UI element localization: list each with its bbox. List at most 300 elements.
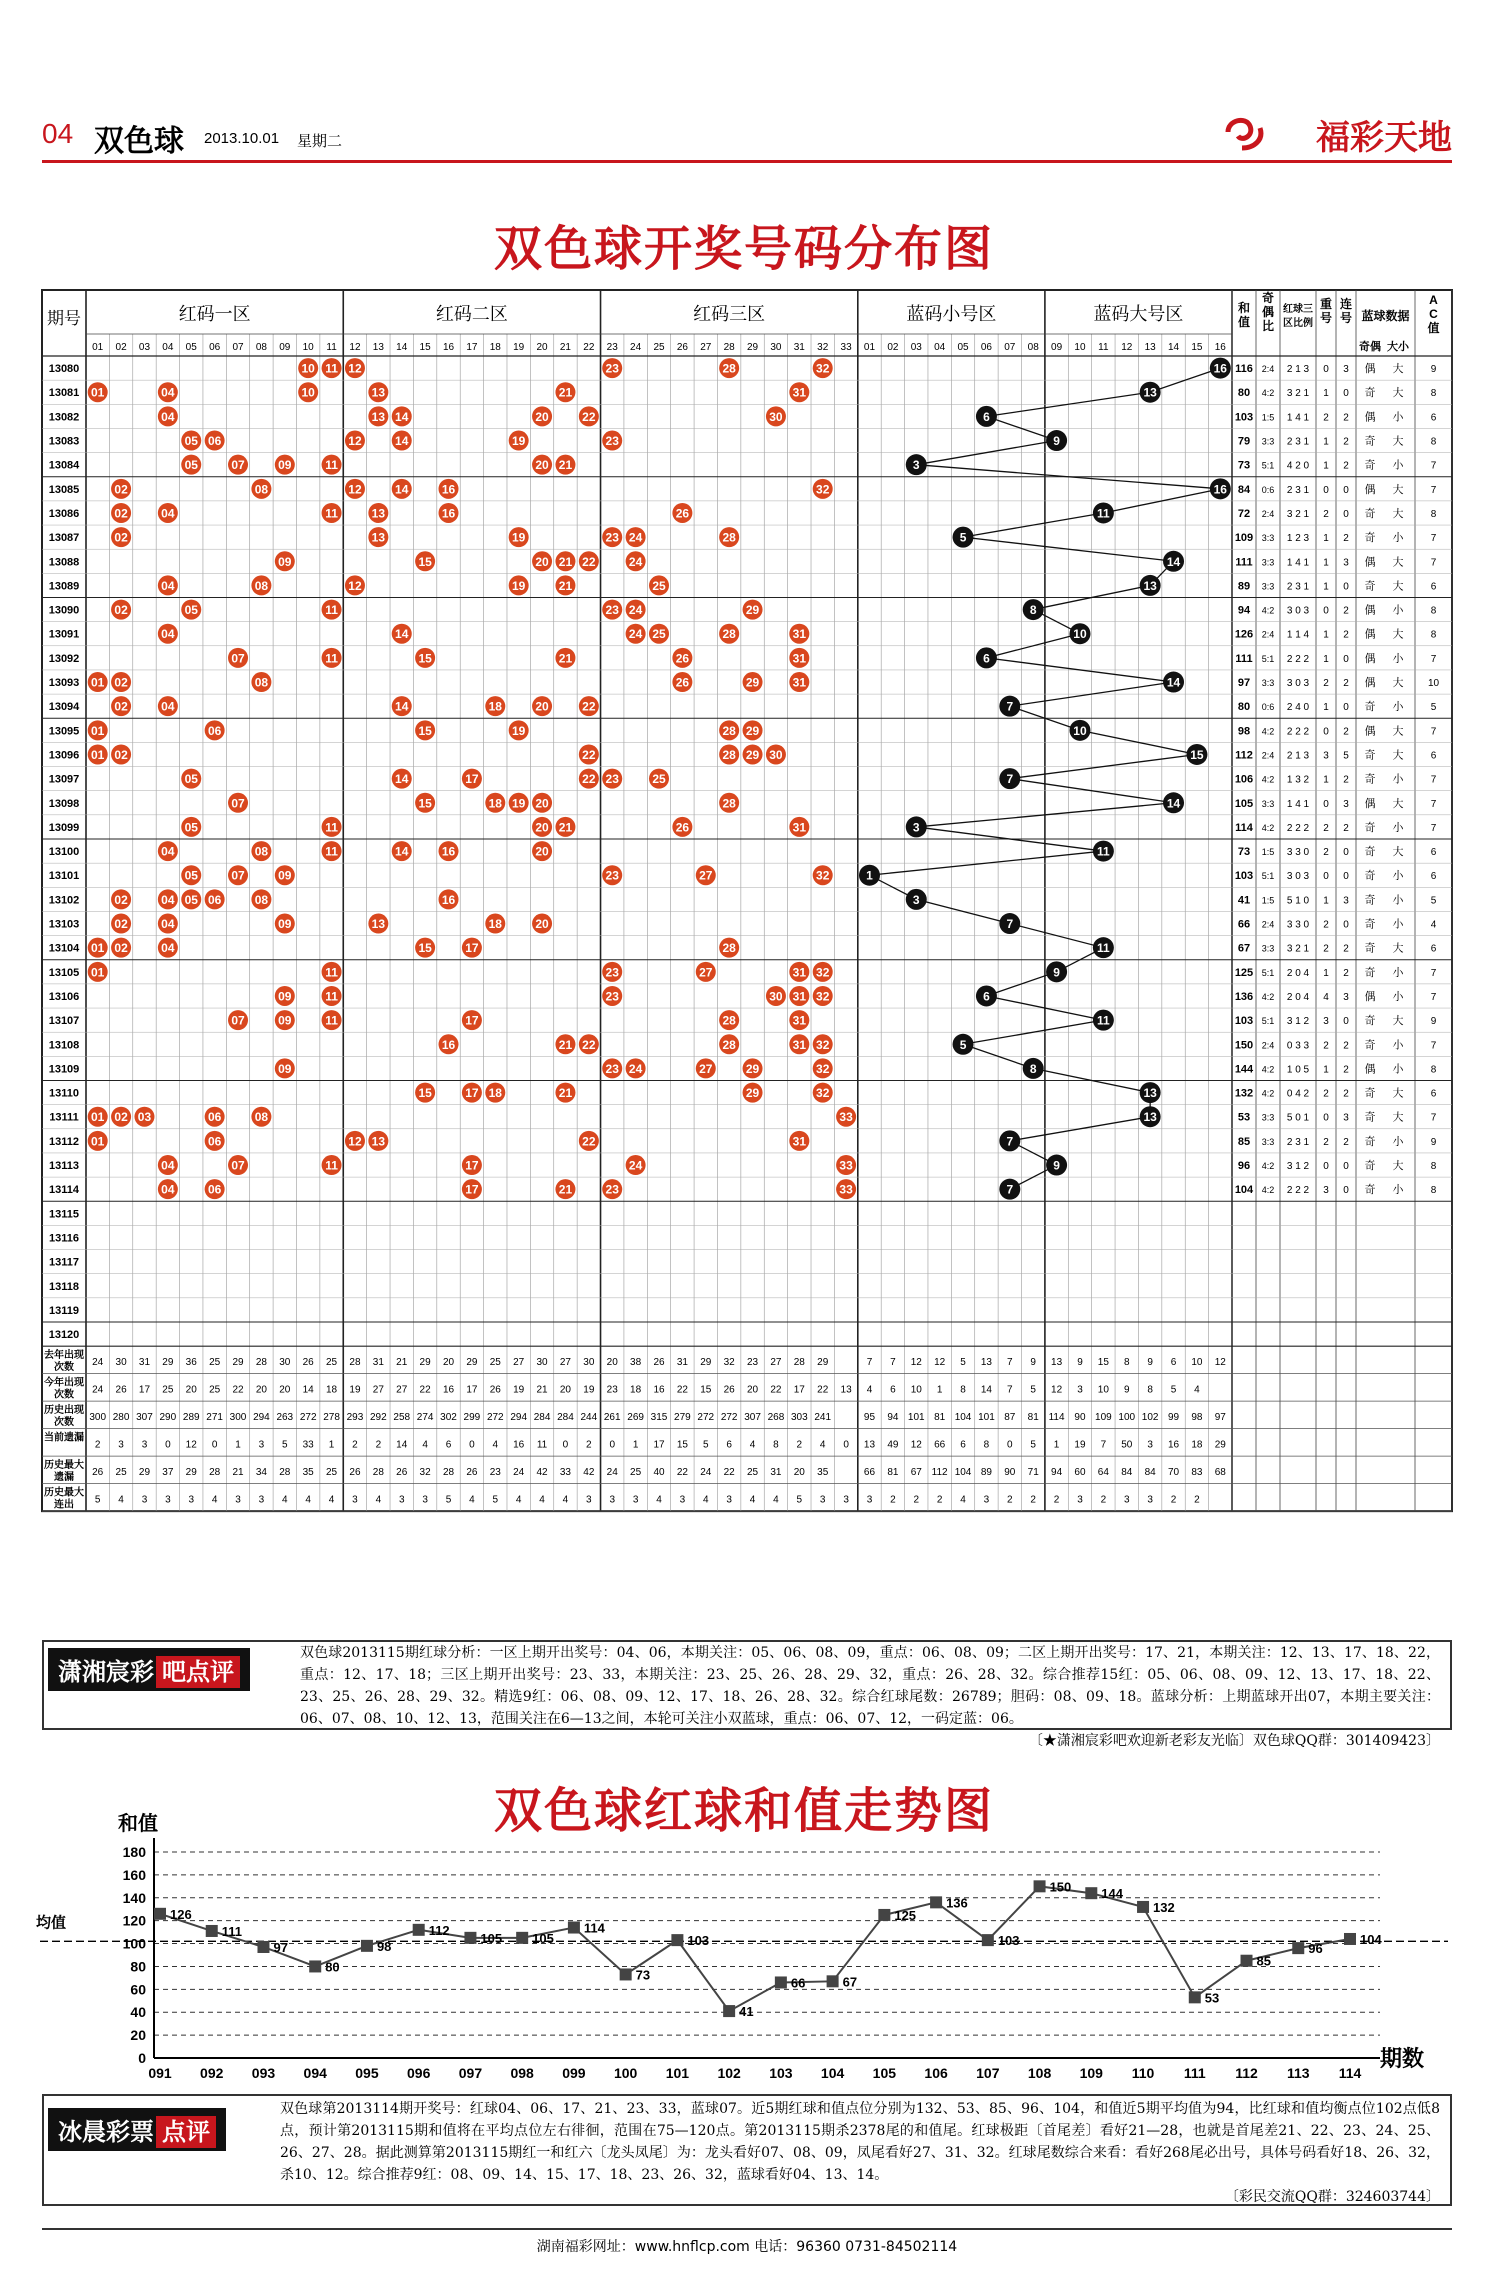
stat-blue-value: 2 xyxy=(890,1494,896,1506)
zone-ratio: 2 0 4 xyxy=(1286,967,1310,979)
zone-ratio: 3 3 0 xyxy=(1286,847,1310,859)
period-label: 13098 xyxy=(48,797,80,810)
stat-label: 历史最大 xyxy=(44,1487,84,1499)
stat-red-value: 3 xyxy=(586,1494,592,1506)
chart-point xyxy=(930,1896,942,1908)
red-ball-number: 04 xyxy=(161,892,175,907)
stat-red-value: 30 xyxy=(583,1357,595,1369)
blue-big-small: 大 xyxy=(1392,1087,1404,1100)
stat-red-value: 274 xyxy=(416,1412,434,1424)
odd-even-ratio: 3:3 xyxy=(1261,581,1275,592)
zone-ratio: 2 2 2 xyxy=(1286,726,1310,738)
sum-value: 80 xyxy=(1237,387,1251,400)
chart-point xyxy=(1241,1955,1253,1967)
zone-ratio: 2 3 1 xyxy=(1286,581,1310,593)
stat-red-value: 12 xyxy=(185,1439,197,1451)
stat-label: 连出 xyxy=(54,1499,74,1511)
stat-red-value: 4 xyxy=(375,1494,382,1506)
period-label: 13116 xyxy=(49,1232,79,1245)
sum-value: 89 xyxy=(1237,580,1251,593)
blue-number-header: 08 xyxy=(1027,342,1039,353)
consecutive-count: 3 xyxy=(1343,991,1349,1003)
blue-big-small: 大 xyxy=(1392,725,1404,738)
stat-red-value: 17 xyxy=(466,1384,478,1396)
stat-blue-value: 64 xyxy=(1097,1467,1109,1479)
blue-odd-even: 偶 xyxy=(1364,677,1376,690)
stat-red-value: 28 xyxy=(349,1357,361,1369)
red-ball-number: 13 xyxy=(371,385,386,400)
red-ball-number: 15 xyxy=(418,941,432,956)
red-ball-number: 03 xyxy=(137,1110,152,1125)
ac-value: 9 xyxy=(1430,364,1437,376)
period-label: 13092 xyxy=(48,652,80,665)
period-label: 13087 xyxy=(48,532,80,545)
repeat-count: 0 xyxy=(1323,364,1329,376)
stat-blue-value: 81 xyxy=(887,1467,899,1479)
odd-even-ratio: 0:6 xyxy=(1261,702,1275,713)
repeat-count: 1 xyxy=(1323,895,1329,907)
stat-red-value: 30 xyxy=(536,1357,548,1369)
chart-point xyxy=(568,1922,580,1934)
period-label: 13113 xyxy=(49,1160,79,1173)
consecutive-count: 2 xyxy=(1343,605,1349,617)
stat-red-value: 29 xyxy=(232,1357,244,1369)
period-label: 13117 xyxy=(49,1256,79,1269)
stat-red-value: 5 xyxy=(492,1494,499,1506)
consecutive-count: 3 xyxy=(1343,557,1349,569)
red-ball-number: 29 xyxy=(745,1086,760,1101)
red-ball-number: 19 xyxy=(511,530,526,545)
red-number-header: 21 xyxy=(559,342,572,353)
chart-x-label: 期数 xyxy=(1380,2046,1425,2071)
stat-blue-value: 97 xyxy=(1214,1412,1226,1424)
stat-red-value: 27 xyxy=(770,1357,782,1369)
odd-even-ratio: 4:2 xyxy=(1261,774,1275,785)
red-ball-number: 01 xyxy=(91,941,105,956)
period-label: 13115 xyxy=(49,1208,79,1221)
red-ball-number: 22 xyxy=(582,1134,596,1149)
blue-big-small: 小 xyxy=(1392,821,1404,834)
red-ball-number: 15 xyxy=(418,723,432,738)
stat-red-value: 25 xyxy=(326,1357,338,1369)
stat-red-value: 26 xyxy=(723,1384,735,1396)
odd-even-ratio: 3:3 xyxy=(1261,943,1275,954)
red-ball-number: 33 xyxy=(839,1158,853,1173)
blue-odd-even: 奇 xyxy=(1364,846,1376,859)
stat-red-value: 293 xyxy=(346,1412,364,1424)
blue-number-header: 14 xyxy=(1167,342,1180,353)
stat-blue-value: 13 xyxy=(980,1357,992,1369)
sum-value: 98 xyxy=(1237,725,1251,738)
period-label: 13105 xyxy=(48,966,80,979)
blue-odd-even: 奇 xyxy=(1364,821,1376,834)
stat-red-value: 3 xyxy=(141,1494,148,1506)
stat-red-value: 6 xyxy=(726,1439,732,1451)
consecutive-count: 0 xyxy=(1343,1016,1349,1028)
stat-red-value: 35 xyxy=(302,1467,314,1479)
repeat-count: 3 xyxy=(1323,1185,1329,1197)
chart-x-tick: 104 xyxy=(820,2065,845,2081)
odd-even-ratio: 2:4 xyxy=(1261,919,1275,930)
red-ball-number: 33 xyxy=(839,1182,853,1197)
stat-red-value: 25 xyxy=(115,1467,127,1479)
consecutive-count: 2 xyxy=(1343,822,1349,834)
red-number-header: 24 xyxy=(630,342,642,353)
red-ball-number: 22 xyxy=(582,1037,596,1052)
stat-red-value: 3 xyxy=(165,1494,171,1506)
stat-red-value: 25 xyxy=(209,1357,221,1369)
consecutive-count: 2 xyxy=(1343,774,1349,786)
stat-red-value: 27 xyxy=(513,1357,525,1369)
red-ball-number: 32 xyxy=(816,1037,830,1052)
blue-ball-number: 11 xyxy=(1097,844,1110,859)
chart-data-label: 85 xyxy=(1256,1953,1271,1969)
consecutive-count: 0 xyxy=(1343,871,1349,883)
stat-red-value: 4 xyxy=(515,1494,522,1506)
stat-red-value: 302 xyxy=(440,1412,457,1424)
ac-value: 8 xyxy=(1430,1064,1437,1076)
blue-odd-even: 偶 xyxy=(1364,556,1376,569)
stat-blue-value: 13 xyxy=(863,1439,876,1451)
stat-blue-value: 8 xyxy=(960,1384,966,1396)
red-ball-number: 20 xyxy=(535,554,549,569)
odd-even-ratio: 1:5 xyxy=(1261,847,1275,858)
consecutive-count: 0 xyxy=(1343,1185,1349,1197)
blue-odd-even: 偶 xyxy=(1364,797,1376,810)
header-zone-ratio: 区比例 xyxy=(1283,318,1313,329)
period-label: 13093 xyxy=(48,677,80,690)
red-ball-number: 09 xyxy=(278,458,292,473)
comment-sign-1: 〔★潇湘宸彩吧欢迎新老彩友光临〕双色球QQ群：301409423〕 xyxy=(1028,1733,1440,1749)
header-zone-ratio: 红球三 xyxy=(1283,304,1313,315)
blue-odd-even: 奇 xyxy=(1364,580,1376,593)
stat-blue-value: 4 xyxy=(866,1384,873,1396)
red-ball-number: 14 xyxy=(395,699,409,714)
blue-ball-number: 13 xyxy=(1143,1086,1157,1101)
red-ball-number: 19 xyxy=(511,723,526,738)
blue-ball-number: 5 xyxy=(959,530,967,545)
red-number-header: 11 xyxy=(326,342,337,353)
repeat-count: 1 xyxy=(1323,557,1329,569)
red-ball-number: 13 xyxy=(371,917,386,932)
header-blue-size: 大小 xyxy=(1387,341,1409,353)
chart-point xyxy=(982,1934,994,1946)
odd-even-ratio: 3:3 xyxy=(1261,798,1275,809)
odd-even-ratio: 2:4 xyxy=(1261,750,1275,761)
odd-even-ratio: 3:3 xyxy=(1261,1112,1275,1123)
red-ball-number: 25 xyxy=(652,772,666,787)
odd-even-ratio: 0:6 xyxy=(1261,484,1275,495)
blue-big-small: 小 xyxy=(1392,1135,1404,1148)
red-ball-number: 02 xyxy=(114,482,128,497)
red-ball-number: 28 xyxy=(722,941,736,956)
blue-number-header: 03 xyxy=(910,342,922,353)
red-ball-number: 12 xyxy=(348,361,362,376)
blue-big-small: 小 xyxy=(1392,1184,1404,1197)
red-ball-number: 21 xyxy=(558,554,573,569)
sum-value: 41 xyxy=(1237,894,1251,907)
sum-value: 114 xyxy=(1235,821,1253,834)
red-ball-number: 23 xyxy=(605,361,619,376)
consecutive-count: 2 xyxy=(1343,943,1349,955)
red-ball-number: 05 xyxy=(184,820,198,835)
period-label: 13102 xyxy=(48,894,80,907)
stat-red-value: 26 xyxy=(115,1384,127,1396)
red-ball-number: 11 xyxy=(325,965,338,980)
stat-red-value: 35 xyxy=(817,1467,829,1479)
blue-ball-number: 6 xyxy=(983,651,990,666)
consecutive-count: 0 xyxy=(1343,1161,1349,1173)
red-ball-number: 23 xyxy=(605,530,619,545)
red-number-header: 12 xyxy=(349,342,361,353)
stat-red-value: 0 xyxy=(211,1439,218,1451)
chart-x-tick: 096 xyxy=(407,2065,431,2081)
repeat-count: 2 xyxy=(1323,412,1329,424)
odd-even-ratio: 2:4 xyxy=(1261,1040,1275,1051)
red-ball-number: 31 xyxy=(792,1013,807,1028)
blue-big-small: 小 xyxy=(1392,1063,1404,1076)
ac-value: 7 xyxy=(1430,798,1437,810)
stat-red-value: 3 xyxy=(632,1494,639,1506)
chart-x-tick: 108 xyxy=(1027,2065,1052,2081)
red-number-header: 09 xyxy=(279,342,291,353)
red-number-header: 06 xyxy=(209,342,221,353)
stat-red-value: 307 xyxy=(136,1412,153,1424)
stat-red-value: 25 xyxy=(630,1467,642,1479)
blue-ball-number: 7 xyxy=(1006,699,1014,714)
red-ball-number: 17 xyxy=(465,1086,479,1101)
stat-red-value: 31 xyxy=(138,1357,151,1369)
red-ball-number: 04 xyxy=(161,1182,175,1197)
repeat-count: 0 xyxy=(1323,726,1329,738)
stat-red-value: 5 xyxy=(94,1494,101,1506)
red-ball-number: 18 xyxy=(488,1086,502,1101)
red-ball-number: 11 xyxy=(325,1158,338,1173)
stat-blue-value: 9 xyxy=(1123,1384,1130,1396)
stat-blue-value: 15 xyxy=(1097,1357,1109,1369)
chart-data-label: 97 xyxy=(273,1939,288,1955)
consecutive-count: 0 xyxy=(1343,702,1349,714)
red-ball-number: 07 xyxy=(231,1013,245,1028)
comment-tag-1: 潇湘宸彩 吧点评 xyxy=(48,1648,250,1691)
chart-x-tick: 099 xyxy=(562,2065,586,2081)
stat-label: 次数 xyxy=(54,1417,74,1429)
stat-red-value: 4 xyxy=(282,1494,288,1506)
blue-ball-number: 6 xyxy=(983,989,990,1004)
repeat-count: 1 xyxy=(1323,702,1329,714)
stat-red-value: 27 xyxy=(372,1384,384,1396)
blue-odd-even: 奇 xyxy=(1364,773,1376,786)
period-label: 13089 xyxy=(48,580,80,593)
consecutive-count: 2 xyxy=(1343,629,1349,641)
chart-data-label: 126 xyxy=(170,1906,192,1922)
stat-red-value: 4 xyxy=(749,1494,756,1506)
stat-blue-value: 12 xyxy=(934,1357,946,1369)
blue-ball-number: 3 xyxy=(912,820,920,835)
stat-red-value: 3 xyxy=(819,1494,826,1506)
red-ball-number: 06 xyxy=(207,892,222,907)
stat-red-value: 19 xyxy=(513,1384,525,1396)
red-ball-number: 27 xyxy=(699,1061,713,1076)
stat-red-value: 22 xyxy=(232,1384,244,1396)
stat-blue-value: 70 xyxy=(1167,1467,1180,1479)
stat-red-value: 292 xyxy=(370,1412,387,1424)
ac-value: 6 xyxy=(1430,847,1437,859)
repeat-count: 3 xyxy=(1323,750,1329,762)
stat-blue-value: 84 xyxy=(1121,1467,1133,1479)
stat-blue-value: 6 xyxy=(1170,1357,1177,1369)
red-ball-number: 26 xyxy=(675,820,690,835)
stat-red-value: 4 xyxy=(328,1494,335,1506)
stat-blue-value: 10 xyxy=(1191,1357,1203,1369)
stat-red-value: 279 xyxy=(674,1412,691,1424)
consecutive-count: 0 xyxy=(1343,388,1349,400)
red-ball-number: 02 xyxy=(114,1110,128,1125)
consecutive-count: 0 xyxy=(1343,847,1349,859)
red-number-header: 33 xyxy=(840,342,852,353)
ac-value: 7 xyxy=(1430,533,1437,545)
stat-red-value: 6 xyxy=(445,1439,452,1451)
red-ball-number: 27 xyxy=(699,965,713,980)
consecutive-count: 3 xyxy=(1343,364,1349,376)
zone-ratio: 1 0 5 xyxy=(1286,1064,1310,1076)
stat-red-value: 278 xyxy=(323,1412,340,1424)
red-ball-number: 22 xyxy=(582,772,596,787)
red-ball-number: 01 xyxy=(91,1134,105,1149)
red-ball-number: 02 xyxy=(114,530,128,545)
stat-red-value: 280 xyxy=(112,1412,130,1424)
red-ball-number: 21 xyxy=(558,1086,573,1101)
red-ball-number: 02 xyxy=(114,917,128,932)
ac-value: 6 xyxy=(1430,943,1437,955)
red-ball-number: 13 xyxy=(371,409,386,424)
red-ball-number: 24 xyxy=(628,627,643,642)
stat-red-value: 17 xyxy=(793,1384,805,1396)
red-number-header: 02 xyxy=(115,342,127,353)
odd-even-ratio: 4:2 xyxy=(1261,991,1275,1002)
stat-blue-value: 81 xyxy=(1027,1412,1039,1424)
zone-ratio: 3 1 2 xyxy=(1286,1161,1310,1173)
red-ball-number: 04 xyxy=(161,941,175,956)
stat-label: 历史出现 xyxy=(44,1405,84,1417)
period-label: 13120 xyxy=(48,1329,80,1342)
zone-ratio: 3 0 3 xyxy=(1286,605,1310,617)
red-ball-number: 11 xyxy=(325,844,338,859)
stat-blue-value: 3 xyxy=(1123,1494,1130,1506)
red-number-header: 27 xyxy=(700,342,712,353)
odd-even-ratio: 5:1 xyxy=(1261,1016,1275,1027)
red-ball-number: 12 xyxy=(348,482,362,497)
stat-blue-value: 67 xyxy=(910,1467,922,1479)
red-number-header: 28 xyxy=(723,342,735,353)
red-ball-number: 21 xyxy=(558,651,573,666)
red-ball-number: 32 xyxy=(816,482,830,497)
blue-big-small: 小 xyxy=(1392,459,1404,472)
sum-value: 126 xyxy=(1234,628,1254,641)
repeat-count: 1 xyxy=(1323,460,1329,472)
period-label: 13109 xyxy=(48,1063,80,1076)
red-ball-number: 29 xyxy=(745,1061,760,1076)
red-number-header: 18 xyxy=(489,342,501,353)
chart-point xyxy=(1137,1901,1149,1913)
ac-value: 5 xyxy=(1430,702,1437,714)
red-ball-number: 10 xyxy=(301,385,315,400)
chart-x-tick: 113 xyxy=(1286,2065,1310,2081)
red-ball-number: 20 xyxy=(535,699,549,714)
zone-ratio: 2 3 1 xyxy=(1286,1136,1310,1148)
blue-number-header: 02 xyxy=(887,342,899,353)
red-ball-number: 06 xyxy=(207,1182,222,1197)
red-ball-number: 21 xyxy=(558,385,573,400)
stat-blue-value: 3 xyxy=(866,1494,873,1506)
chart-point xyxy=(1292,1942,1304,1954)
blue-ball-number: 9 xyxy=(1053,1158,1060,1173)
chart-data-label: 96 xyxy=(1308,1941,1323,1957)
header-ac: 值 xyxy=(1427,321,1440,335)
stat-red-value: 0 xyxy=(165,1439,171,1451)
sum-value: 72 xyxy=(1237,507,1251,520)
red-ball-number: 23 xyxy=(605,1061,619,1076)
stat-label: 次数 xyxy=(54,1362,74,1374)
section-title: 双色球 xyxy=(94,124,184,159)
period-label: 13111 xyxy=(49,1111,79,1124)
stat-red-value: 29 xyxy=(162,1357,174,1369)
stat-blue-value: 89 xyxy=(980,1467,992,1479)
odd-even-ratio: 5:1 xyxy=(1261,871,1275,882)
chart-point xyxy=(154,1908,166,1920)
stat-red-value: 26 xyxy=(466,1467,478,1479)
stat-blue-value: 50 xyxy=(1121,1439,1133,1451)
stat-red-value: 300 xyxy=(89,1412,107,1424)
period-label: 13083 xyxy=(48,435,80,448)
stat-blue-value: 104 xyxy=(954,1412,972,1424)
odd-even-ratio: 2:4 xyxy=(1261,629,1275,640)
stat-red-value: 3 xyxy=(141,1439,148,1451)
stat-red-value: 3 xyxy=(422,1494,428,1506)
stat-red-value: 29 xyxy=(138,1467,151,1479)
stat-red-value: 299 xyxy=(463,1412,481,1424)
stat-red-value: 28 xyxy=(372,1467,384,1479)
red-ball-number: 28 xyxy=(722,627,736,642)
stat-label: 去年出现 xyxy=(44,1350,84,1362)
stat-blue-value: 83 xyxy=(1191,1467,1203,1479)
ac-value: 5 xyxy=(1430,895,1437,907)
repeat-count: 1 xyxy=(1323,388,1329,400)
chart-x-tick: 110 xyxy=(1131,2065,1155,2081)
red-number-header: 07 xyxy=(232,342,244,353)
stat-blue-value: 12 xyxy=(1214,1357,1226,1369)
blue-big-small: 大 xyxy=(1392,580,1404,593)
stat-red-value: 3 xyxy=(398,1494,405,1506)
ac-value: 7 xyxy=(1430,774,1437,786)
ac-value: 7 xyxy=(1430,822,1437,834)
stat-red-value: 42 xyxy=(536,1467,548,1479)
blue-big-small: 大 xyxy=(1392,387,1404,400)
chart-y-tick: 60 xyxy=(130,1981,146,1998)
red-ball-number: 24 xyxy=(628,603,643,618)
odd-even-ratio: 5:1 xyxy=(1261,460,1275,471)
red-ball-number: 08 xyxy=(254,1110,269,1125)
ac-value: 7 xyxy=(1430,557,1437,569)
red-ball-number: 07 xyxy=(231,796,245,811)
zone-ratio: 2 2 2 xyxy=(1286,822,1310,834)
zone-header: 蓝码大号区 xyxy=(1093,304,1184,324)
stat-red-value: 22 xyxy=(817,1384,829,1396)
chart-data-label: 125 xyxy=(894,1907,917,1923)
consecutive-count: 2 xyxy=(1343,678,1349,690)
blue-big-small: 小 xyxy=(1392,918,1404,931)
blue-odd-even: 偶 xyxy=(1364,1063,1376,1076)
